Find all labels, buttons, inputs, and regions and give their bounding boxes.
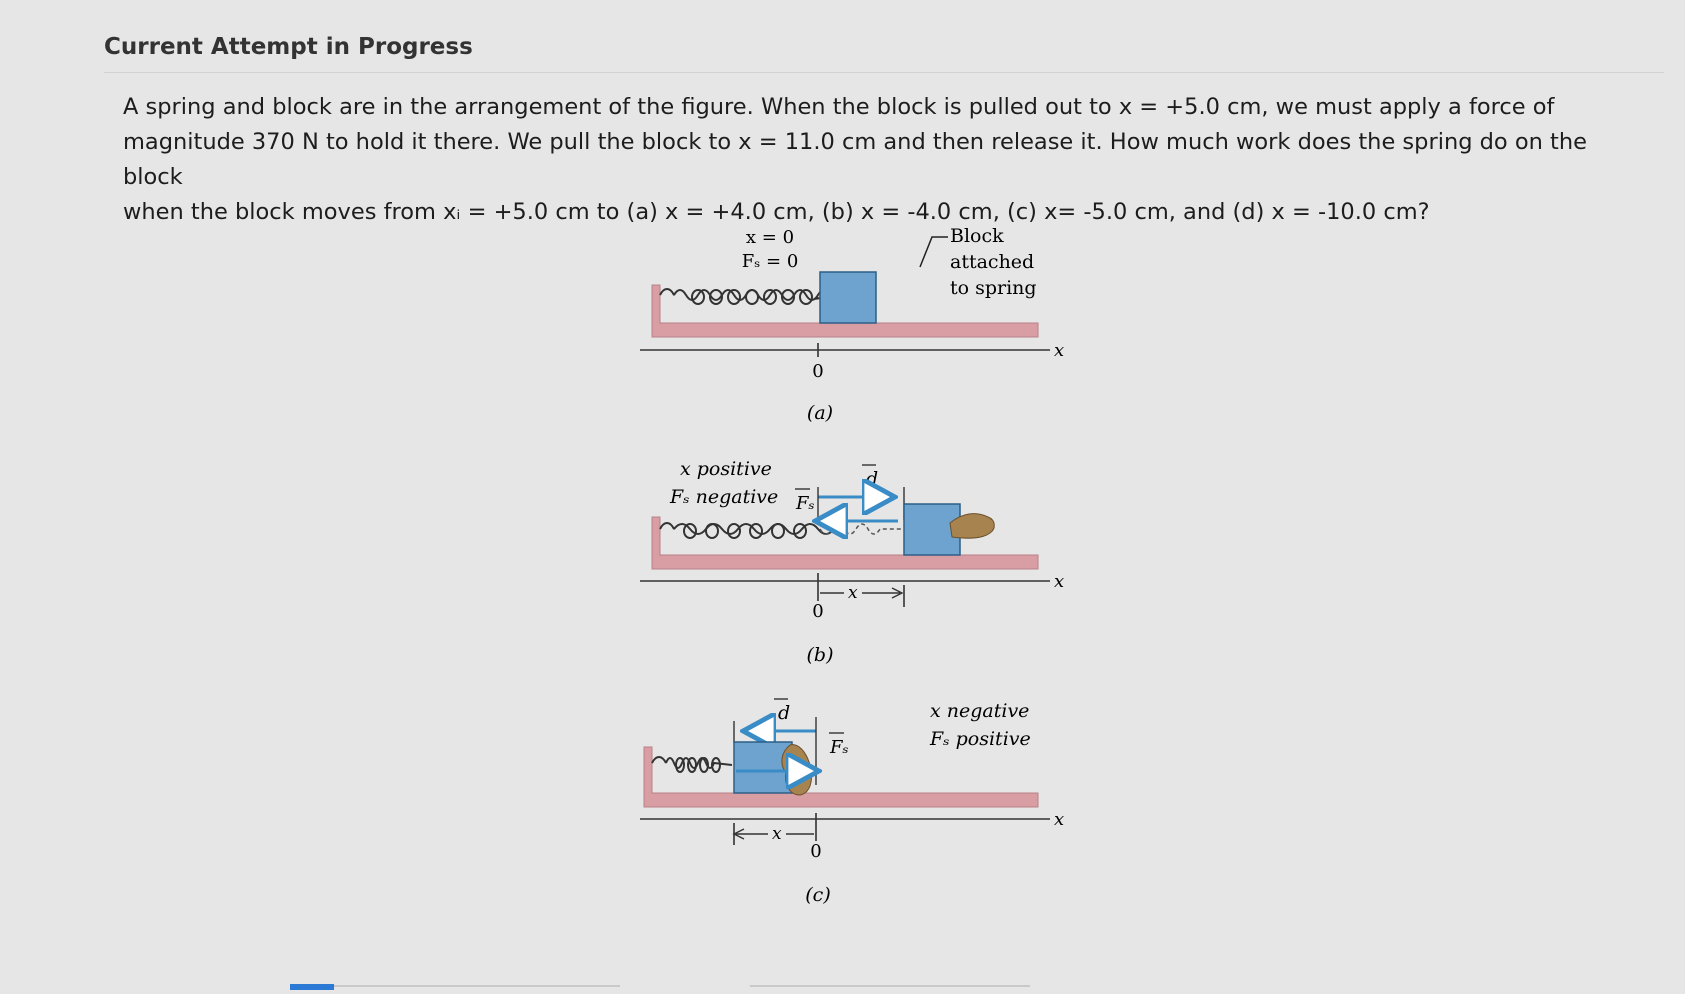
panel-c: [640, 699, 1064, 906]
axis-label-b: x: [1054, 571, 1065, 592]
bottom-divider-left: [290, 985, 620, 987]
block-a: [820, 272, 876, 323]
zero-label-a: 0: [812, 361, 824, 382]
spring-block-figure: [640, 225, 1100, 925]
caption-c: (c): [805, 884, 831, 906]
problem-statement: [123, 90, 1643, 230]
label-fs-positive: Fₛ positive: [930, 728, 1031, 750]
label-fs-negative: Fₛ negative: [670, 486, 779, 508]
divider: [104, 72, 1664, 73]
label-x-positive: x positive: [680, 458, 772, 480]
caption-b: (b): [806, 644, 834, 666]
label-fs-zero: Fₛ = 0: [741, 251, 799, 272]
panel-b: [640, 458, 1064, 666]
label-block-1: Block: [950, 225, 1004, 247]
page-title: Current Attempt in Progress: [104, 34, 473, 60]
axis-label-a: x: [1054, 340, 1065, 361]
problem-line-1: A spring and block are in the arrangement of the figure. When the block is pulled out to x = +5.0 cm, we must apply a force of: [123, 94, 1555, 120]
caption-a: (a): [806, 402, 834, 424]
label-block-2: attached: [950, 251, 1035, 273]
bottom-divider-right: [750, 985, 1030, 987]
block-leader-line: [920, 237, 948, 267]
label-x-negative: x negative: [930, 700, 1030, 722]
axis-label-c: x: [1054, 809, 1065, 830]
x-span-label-c: x: [772, 824, 782, 844]
label-fs-b: Fₛ: [796, 493, 815, 514]
bottom-accent-bar: [290, 984, 334, 990]
zero-label-c: 0: [810, 841, 822, 862]
problem-line-2: magnitude 370 N to hold it there. We pull the block to x = 11.0 cm and then release it. How much work does the spring do on the block: [123, 129, 1587, 190]
label-d-c: d: [778, 702, 791, 724]
zero-label-b: 0: [812, 601, 824, 622]
x-span-label-b: x: [848, 583, 858, 603]
label-fs-c: Fₛ: [830, 737, 849, 758]
label-x-zero: x = 0: [745, 227, 795, 248]
label-block-3: to spring: [950, 277, 1037, 299]
panel-a: [640, 225, 1064, 424]
problem-line-3: when the block moves from xᵢ = +5.0 cm to (a) x = +4.0 cm, (b) x = -4.0 cm, (c) x= -5.0 cm, and (d) x = -10.0 cm?: [123, 199, 1430, 225]
label-d-b: d: [866, 468, 879, 490]
